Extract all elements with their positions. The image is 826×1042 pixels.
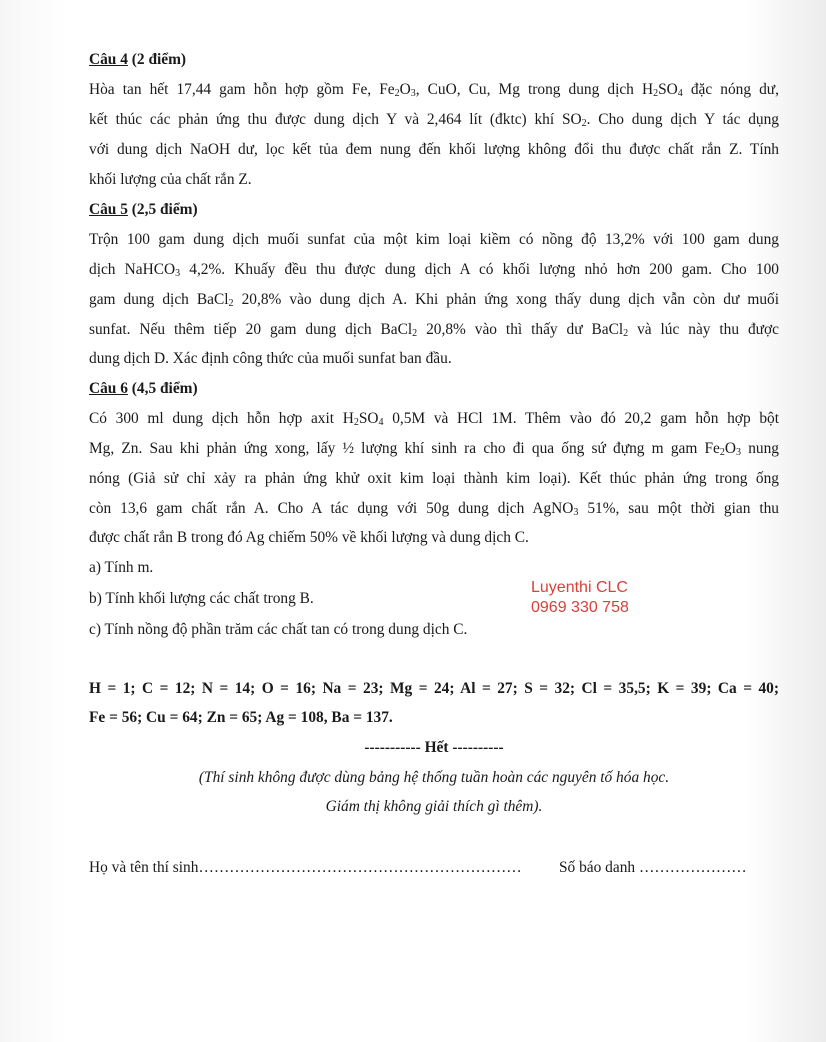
question-6-heading: Câu 6 (4,5 điểm): [89, 380, 198, 397]
note-line-2: Giám thị không giải thích gì thêm).: [325, 798, 543, 815]
question-5-line-2: dịch NaHCO$_3$ 4,2%. Khuấy đều thu được dung dịch A có khối lượng nhỏ hơn 200 gam. Cho 100: [89, 261, 779, 279]
question-6-line-1: Có 300 ml dung dịch hỗn hợp axit $H_2SO_4$ 0,5M và HCl 1M. Thêm vào đó 20,2 gam hỗn hợp bột: [89, 410, 779, 428]
question-5-line-4: sunfat. Nếu thêm tiếp 20 gam dung dịch BaCl$_2$ 20,8% vào thì thấy dư BaCl$_2$ và lúc này thu được: [89, 321, 779, 339]
candidate-footer: [89, 858, 779, 878]
question-4-line-3: với dung dịch NaOH dư, lọc kết tủa đem nung đến khối lượng không đổi thu được chất rắn Z. Tính: [89, 141, 779, 158]
question-4-line-1: Hòa tan hết 17,44 gam hỗn hợp gồm Fe, $Fe_2O_3$, CuO, Cu, Mg trong dung dịch $H_2SO_4$ đặc nóng dư,: [89, 81, 779, 99]
candidate-name-field[interactable]: ………………………………………………………: [198, 859, 522, 876]
atomic-masses-line-1: H = 1; C = 12; N = 14; O = 16; Na = 23; Mg = 24; Al = 27; S = 32; Cl = 35,5; K = 39; Ca = 40;: [89, 680, 779, 697]
question-4-line-4: khối lượng của chất rắn Z.: [89, 171, 252, 188]
question-6-line-3: nóng (Giả sử chỉ xảy ra phản ứng khử oxit kim loại thành kim loại). Kết thúc phản ứng trong ống: [89, 470, 779, 487]
question-6-line-4: còn 13,6 gam chất rắn A. Cho A tác dụng với 50g dung dịch AgNO$_3$ 51%, sau một thời gian thu: [89, 500, 780, 518]
note-line-1: (Thí sinh không được dùng bảng hệ thống tuần hoàn các nguyên tố hóa học.: [198, 769, 670, 786]
watermark: [531, 578, 629, 618]
question-4-line-2: kết thúc các phản ứng thu được dung dịch Y và 2,464 lít (đktc) khí $SO_2$. Cho dung dịch Y tác dụng: [89, 111, 779, 129]
question-5-line-3: gam dung dịch BaCl$_2$ 20,8% vào dung dịch A. Khi phản ứng xong thấy dung dịch vẫn còn dư muối: [89, 291, 779, 309]
question-5-line-1: Trộn 100 gam dung dịch muối sunfat của một kim loại kiềm có nồng độ 13,2% với 100 gam dung: [89, 231, 779, 248]
watermark-phone: 0969 330 758: [531, 599, 629, 616]
question-6-part-c: c) Tính nồng độ phần trăm các chất tan có trong dung dịch C.: [89, 621, 468, 638]
question-5-heading: Câu 5 (2,5 điểm): [89, 201, 198, 218]
question-6-line-5: được chất rắn B trong đó Ag chiếm 50% về khối lượng và dung dịch C.: [89, 529, 529, 546]
question-4-heading: Câu 4 (2 điểm): [89, 51, 187, 68]
candidate-number-field[interactable]: …………………: [638, 859, 747, 876]
question-5-line-5: dung dịch D. Xác định công thức của muối sunfat ban đầu.: [89, 350, 452, 367]
question-6-part-b: b) Tính khối lượng các chất trong B.: [89, 590, 314, 607]
candidate-number-group: [559, 858, 747, 878]
candidate-number-label: Số báo danh: [559, 859, 639, 876]
question-6-line-2: Mg, Zn. Sau khi phản ứng xong, lấy ½ lượng khí sinh ra cho đi qua ống sứ đựng m gam $Fe_2O_3$ nung: [89, 440, 779, 458]
end-marker: ----------- Hết ----------: [364, 739, 504, 756]
watermark-brand: Luyenthi CLC: [531, 579, 628, 596]
question-6-part-a: a) Tính m.: [89, 559, 154, 576]
atomic-masses-line-2: Fe = 56; Cu = 64; Zn = 65; Ag = 108, Ba = 137.: [89, 709, 393, 726]
candidate-name-label: Họ và tên thí sinh: [89, 859, 199, 876]
